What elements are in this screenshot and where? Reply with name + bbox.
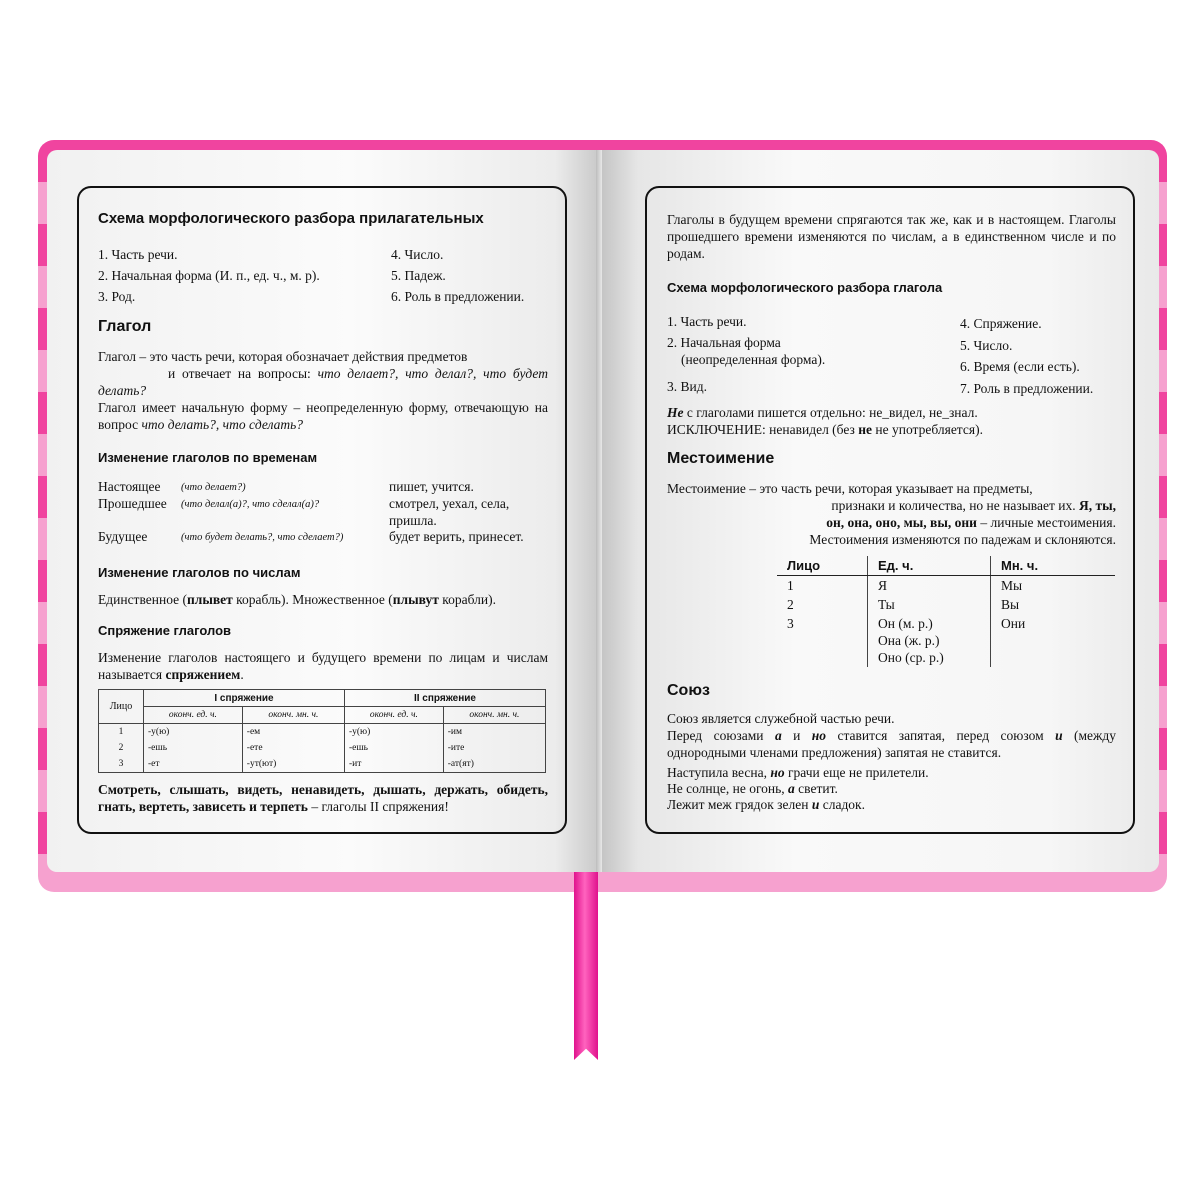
table-row: 3 Он (м. р.) Она (ж. р.) Оно (ср. р.) Они — [777, 614, 1115, 667]
table-row: 3 -ет -ут(ют) -ит -ат(ят) — [99, 756, 546, 773]
example-line: Не солнце, не огонь, а светит. — [667, 781, 838, 796]
table-subheader-row: оконч. ед. ч. оконч. мн. ч. оконч. ед. ч. оконч. мн. ч. — [99, 707, 546, 724]
pronoun-definition-cont: признаки и количества, но не называет их. Я, ты, он, она, оно, мы, вы, они – личные местоимения. Местоимения изменяются по падежам и склоняются. — [809, 498, 1116, 547]
pronoun-table — [777, 556, 1115, 667]
verb-list-col1 — [667, 313, 825, 395]
list-item: 6. Время (если есть). — [960, 359, 1080, 374]
list-item: 3. Род. — [98, 289, 136, 304]
example-line: Наступила весна, но грачи еще не прилетели. — [667, 765, 929, 780]
list-item: 4. Число. — [391, 247, 444, 262]
ne-rule: Не с глаголами пишется отдельно: не_видел, не_знал. ИСКЛЮЧЕНИЕ: ненавидел (без не не употребляется). — [667, 405, 983, 437]
tense-question: (что делал(а)?, что сделал(а)? — [181, 499, 320, 510]
list-item: 4. Спряжение. — [960, 316, 1042, 331]
list-item: 1. Часть речи. — [667, 314, 747, 329]
book-spine — [596, 150, 602, 872]
list-item: 6. Роль в предложении. — [391, 289, 525, 304]
list-item: 7. Роль в предложении. — [960, 380, 1094, 396]
verb-definition: Глагол – это часть речи, которая обозначает действия предметов и отвечает на вопросы: что делает?, что делал?, что будет делать? Глагол имеет начальную форму – неопределенную форму, отвечающую на вопрос что делать?, что сделать? — [98, 349, 548, 432]
adjective-list-col1 — [98, 244, 320, 307]
tense-example: будет верить, принесет. — [389, 529, 524, 544]
pronoun-definition: Местоимение – это часть речи, которая указывает на предметы, — [667, 481, 1033, 496]
tense-row: Будущее — [98, 529, 148, 544]
conjugation-exception: Смотреть, слышать, видеть, ненавидеть, дышать, держать, обидеть, гнать, вертеть, зависеть и терпеть – глаголы II спряжения! — [98, 782, 548, 814]
adjective-list-col2 — [391, 244, 524, 307]
conjugation-definition: Изменение глаголов настоящего и будущего времени по лицам и числам называется спряжением. — [98, 650, 548, 682]
conjunction-rules: Союз является служебной частью речи. Перед союзами а и но ставится запятая, перед союзом и (между однородными членами предложения) запятая не ставится. — [667, 711, 1116, 760]
number-heading: Изменение глаголов по числам — [98, 565, 301, 580]
list-item: 3. Вид. — [667, 379, 707, 394]
table-row: 1 -у(ю) -ем -у(ю) -им — [99, 724, 546, 741]
example-line: Лежит меж грядок зелен и сладок. — [667, 797, 865, 812]
list-item: (неопределенная форма). — [681, 352, 826, 367]
tense-row: Прошедшее — [98, 496, 167, 511]
conjugation-heading: Спряжение глаголов — [98, 623, 232, 638]
verb-scheme-title: Схема морфологического разбора глагола — [667, 280, 943, 295]
verb-list-col2 — [960, 313, 1093, 399]
list-item: 5. Число. — [960, 337, 1013, 353]
table-row: 2 -ешь -ете -ешь -ите — [99, 740, 546, 756]
tense-example: пишет, учится. — [389, 479, 474, 494]
table-header-row: Лицо I спряжение II спряжение — [99, 690, 546, 707]
tense-question: (что будет делать?, что сделает?) — [181, 532, 344, 543]
list-item: 2. Начальная форма (И. п., ед. ч., м. р). — [98, 268, 320, 283]
list-item: 2. Начальная форма — [667, 335, 781, 350]
pronoun-heading: Местоимение — [667, 450, 775, 467]
tense-row: Настоящее — [98, 479, 161, 494]
tense-heading: Изменение глаголов по временам — [98, 450, 318, 465]
table-row: 2 Ты Вы — [777, 595, 1115, 614]
table-row: 1 Я Мы — [777, 576, 1115, 596]
list-item: 1. Часть речи. — [98, 247, 178, 262]
adjective-scheme-title: Схема морфологического разбора прилагательных — [98, 210, 484, 227]
tense-example: смотрел, уехал, села, пришла. — [389, 496, 510, 528]
conjunction-heading: Союз — [667, 682, 710, 699]
verb-heading: Глагол — [98, 318, 152, 335]
bookmark-ribbon — [574, 872, 598, 1060]
conjunction-examples — [667, 765, 929, 813]
number-example: Единственное (плывет корабль). Множественное (плывут корабли). — [98, 592, 496, 607]
list-item: 5. Падеж. — [391, 268, 446, 283]
table-header-row: Лицо Ед. ч. Мн. ч. — [777, 556, 1115, 576]
conjugation-table — [98, 689, 546, 773]
tense-question: (что делает?) — [181, 482, 246, 493]
verb-tense-intro: Глаголы в будущем времени спрягаются так же, как и в настоящем. Глаголы прошедшего времени изменяются по числам, а в единственном числе и по родам. — [667, 212, 1116, 261]
